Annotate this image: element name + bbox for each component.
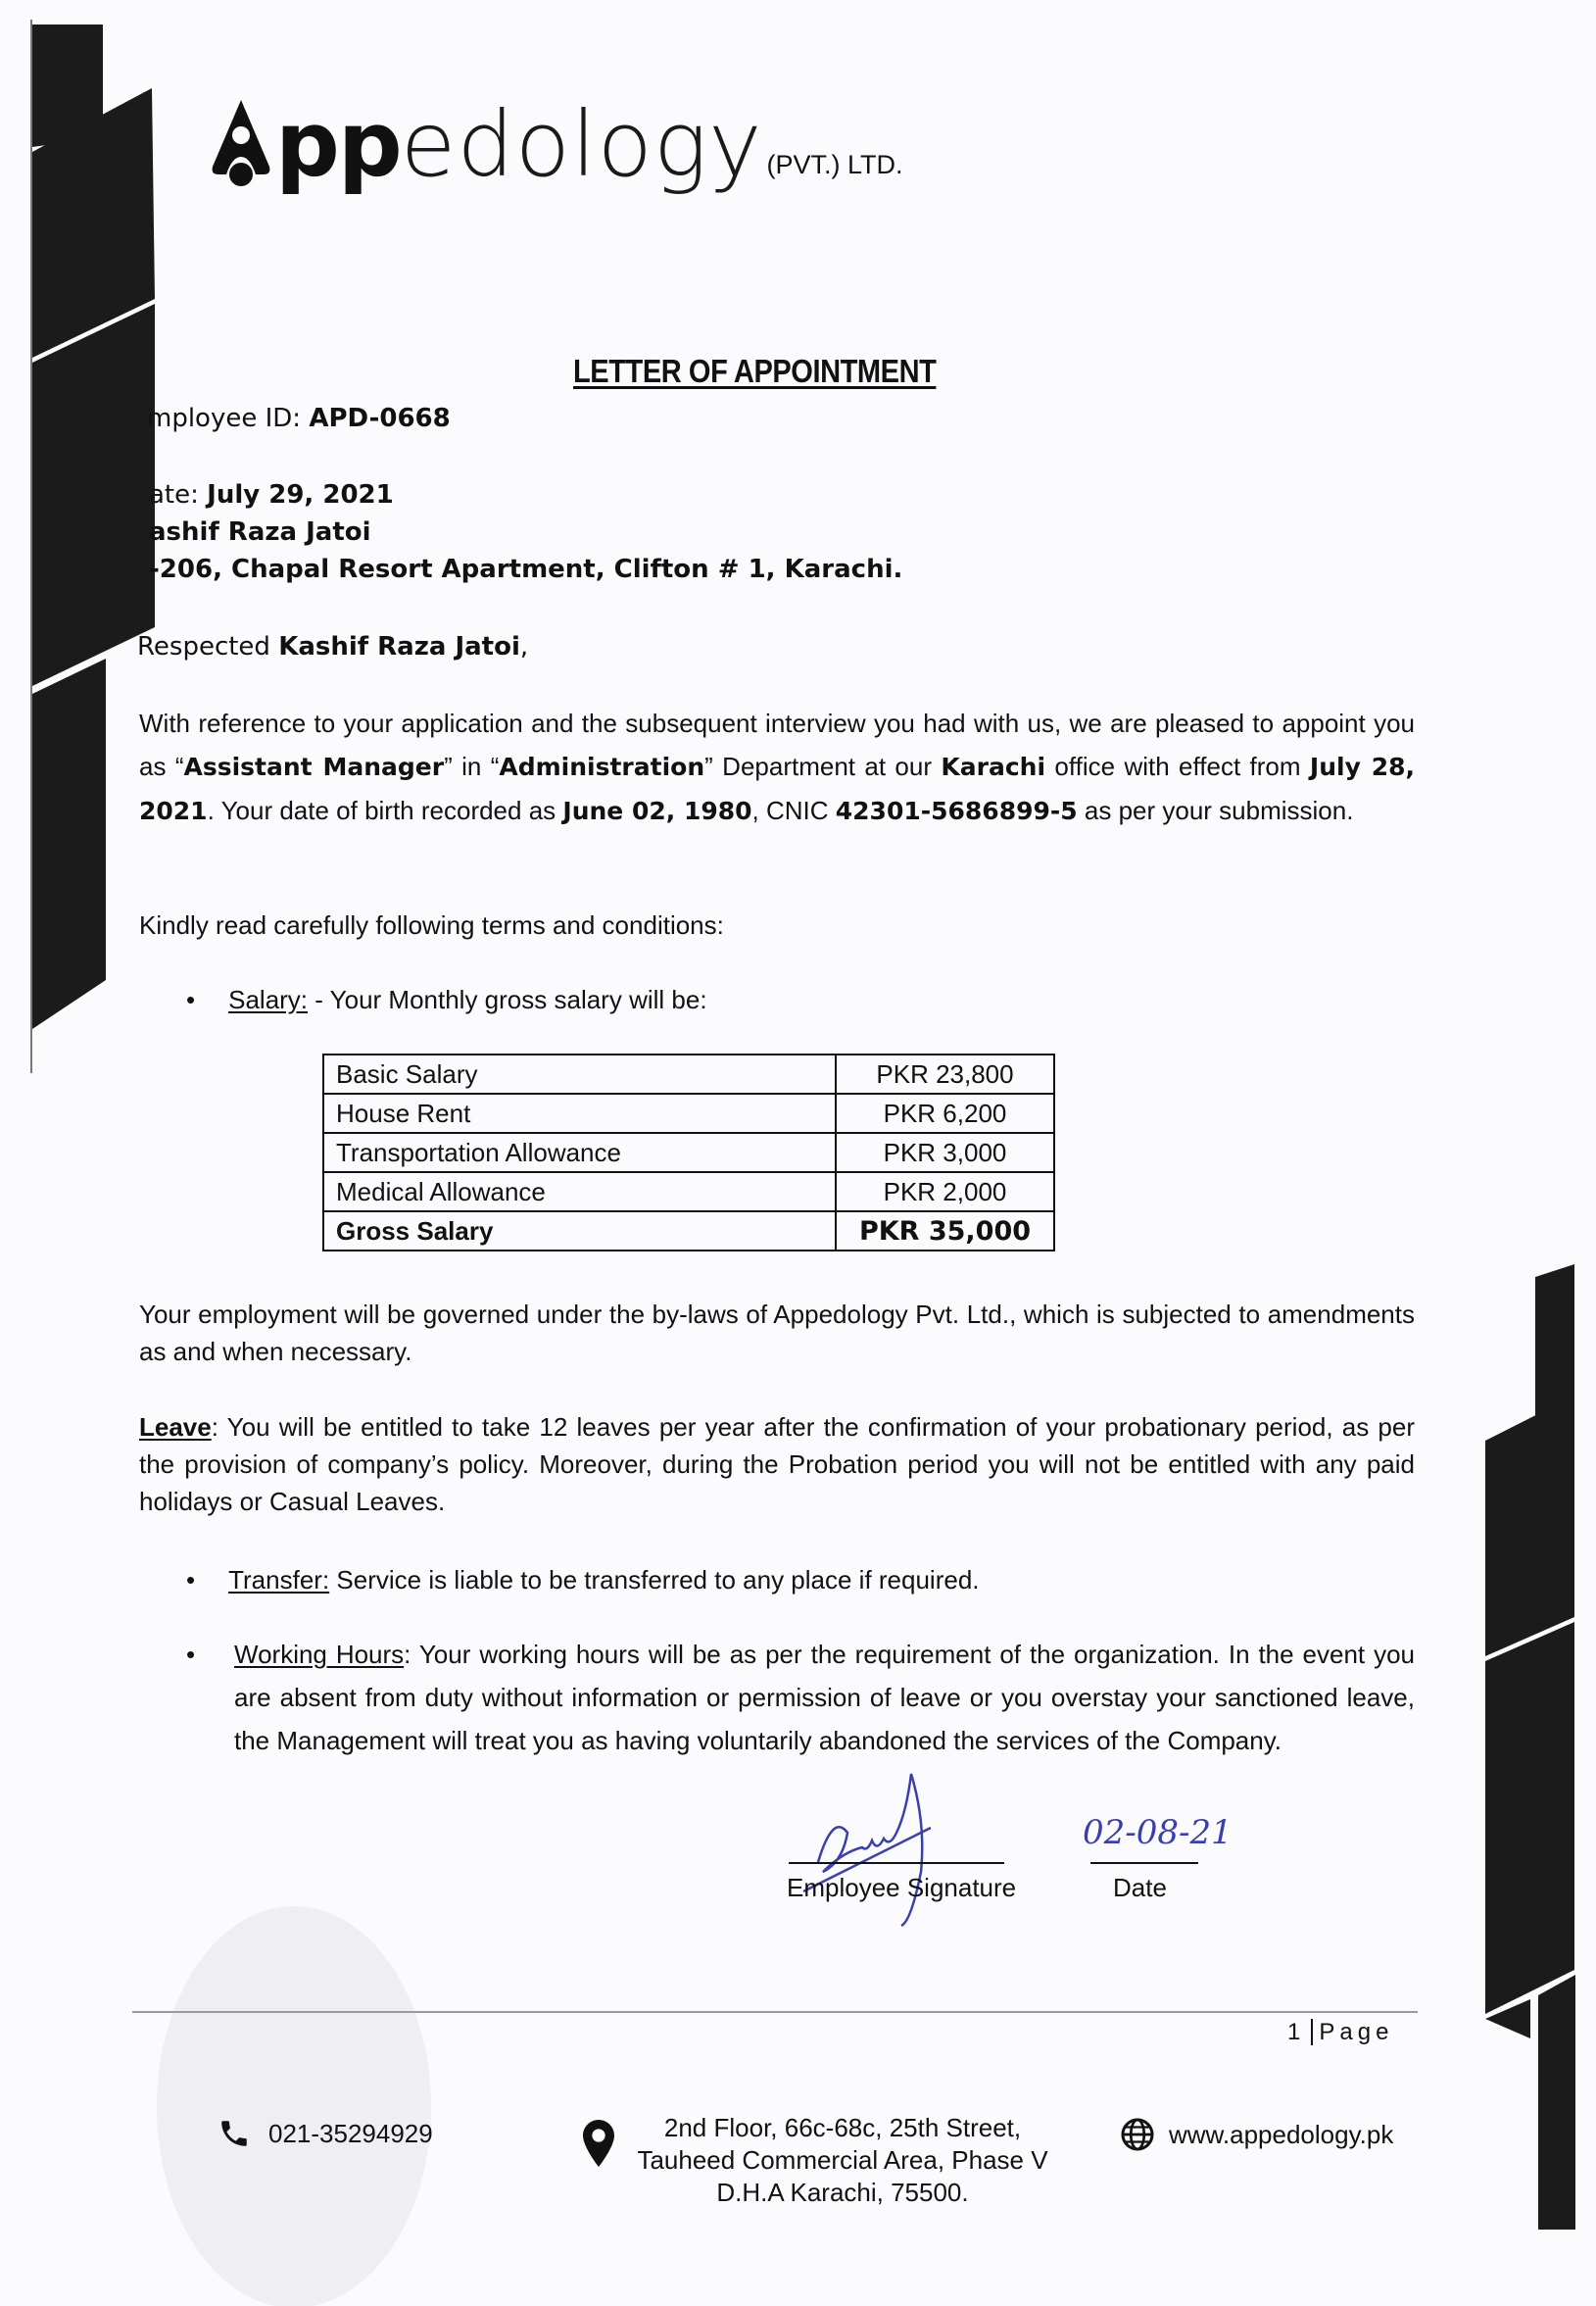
employee-id-line	[147, 404, 451, 433]
recipient-address: -206, Chapal Resort Apartment, Clifton # 1, Karachi.	[149, 555, 903, 584]
footer-address: 2nd Floor, 66c-68c, 25th Street, Tauheed Commercial Area, Phase V D.H.A Karachi, 75500.	[637, 2113, 1048, 2207]
left-band-middle	[32, 304, 155, 686]
date-of-birth: June 02, 1980	[562, 797, 752, 825]
terms-intro: Kindly read carefully following terms and conditions:	[139, 910, 724, 940]
location-pin-icon	[583, 2119, 614, 2173]
phone-number: 021-35294929	[268, 2118, 433, 2148]
footer-website	[1120, 2117, 1393, 2152]
signature-line	[789, 1862, 1004, 1864]
date-label: Date	[1113, 1873, 1167, 1902]
effective-date: July 28, 2021	[139, 753, 1416, 825]
date-value: July 29, 2021	[207, 480, 394, 510]
date-line	[1090, 1862, 1198, 1864]
salary-table	[322, 1054, 1055, 1251]
watermark-shape	[157, 1906, 431, 2306]
footer-phone	[218, 2117, 433, 2150]
handwritten-date: 02-08-21	[1083, 1813, 1233, 1852]
logo-a-icon	[211, 96, 271, 190]
table-row: House Rent PKR 6,200	[323, 1094, 1054, 1133]
company-logo	[211, 92, 903, 197]
transfer-heading: Transfer:	[228, 1565, 330, 1595]
table-row: Basic Salary PKR 23,800	[323, 1055, 1054, 1094]
footer-divider	[132, 2011, 1418, 2013]
logo-suffix: (PVT.) LTD.	[766, 150, 903, 179]
working-hours-bullet: • Working Hours: Your working hours will be as per the requirement of the organization. In the event you are absent from duty without information or permission of leave or you overstay your sanctioned leave, the Management will treat you as having voluntarily abandoned the services of the Company.	[186, 1640, 1415, 1755]
left-band-lower	[32, 659, 106, 1029]
date-line	[149, 480, 394, 510]
intro-paragraph: With reference to your application and the subsequent interview you had with us, we are pleased to appoint you as “Assistant Manager” in “Administration” Department at our Karachi office with effect from July 28, 2021. Your date of birth recorded as June 02, 1980, CNIC 42301-5686899-5 as per your submission.	[139, 709, 1416, 825]
date-label: ate:	[149, 480, 199, 510]
employee-id-value: APD-0668	[309, 404, 451, 433]
salary-heading: Salary:	[228, 985, 309, 1014]
website-link[interactable]: www.appedology.pk	[1169, 2119, 1394, 2149]
salutation-name: Kashif Raza Jatoi	[278, 632, 520, 662]
salary-bullet: • Salary: - Your Monthly gross salary will be:	[186, 985, 707, 1014]
globe-icon	[1120, 2117, 1155, 2152]
table-row-total: Gross Salary PKR 35,000	[323, 1211, 1054, 1251]
logo-text-light: edology	[400, 92, 763, 197]
office-location: Karachi	[941, 753, 1046, 781]
right-band-bottom	[1538, 1975, 1575, 2230]
transfer-bullet: • Transfer: Service is liable to be transferred to any place if required.	[186, 1565, 980, 1595]
cnic-number: 42301-5686899-5	[835, 797, 1078, 825]
page-title: LETTER OF APPOINTMENT	[573, 353, 937, 389]
phone-icon	[218, 2117, 251, 2150]
page-number: 1 Page	[1287, 2019, 1394, 2045]
employee-signature-label: Employee Signature	[787, 1873, 1017, 1902]
right-band-lower	[1485, 1622, 1574, 2014]
recipient-name: ashif Raza Jatoi	[149, 517, 371, 547]
logo-text-bold: pp	[275, 92, 401, 197]
table-row: Medical Allowance PKR 2,000	[323, 1172, 1054, 1211]
bylaws-paragraph: Your employment will be governed under the by-laws of Appedology Pvt. Ltd., which is subjected to amendments as and when necessary.	[139, 1300, 1415, 1366]
right-band-middle	[1485, 1396, 1574, 1656]
department-name: Administration	[499, 753, 705, 781]
leave-paragraph: Leave: You will be entitled to take 12 leaves per year after the confirmation of your probationary period, as per the provision of company’s policy. Moreover, during the Probation period you will not be entitled with any paid holidays or Casual Leaves.	[139, 1412, 1415, 1516]
table-row: Transportation Allowance PKR 3,000	[323, 1133, 1054, 1172]
salutation: Respected Kashif Raza Jatoi,	[137, 632, 529, 662]
position-title: Assistant Manager	[183, 753, 445, 781]
working-hours-heading: Working Hours	[234, 1640, 405, 1669]
leave-heading: Leave	[139, 1412, 212, 1442]
employee-id-label: mployee ID:	[147, 404, 302, 433]
